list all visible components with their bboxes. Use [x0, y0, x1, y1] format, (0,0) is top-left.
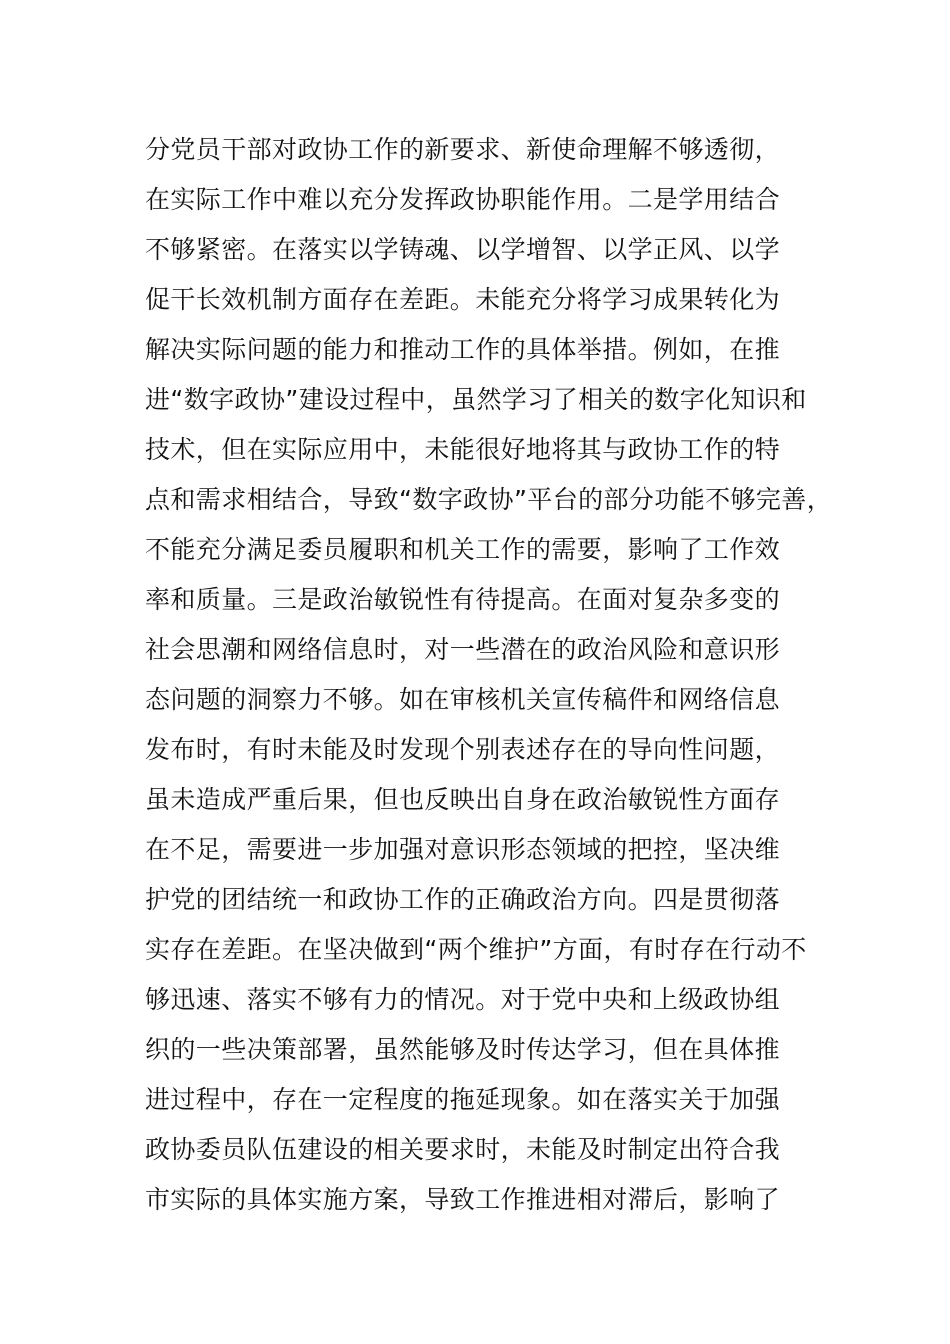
text-line: 护党的团结统一和政协工作的正确政治方向。四是贯彻落: [145, 885, 781, 914]
text-line: 促干长效机制方面存在差距。未能充分将学习成果转化为: [145, 285, 781, 314]
text-line: 解决实际问题的能力和推动工作的具体举措。例如，在推: [145, 335, 781, 364]
text-line: 实存在差距。在坚决做到“两个维护”方面，有时存在行动不: [145, 935, 807, 964]
text-line: 进过程中，存在一定程度的拖延现象。如在落实关于加强: [145, 1085, 781, 1114]
text-line: 技术，但在实际应用中，未能很好地将其与政协工作的特: [145, 435, 781, 464]
text-line: 社会思潮和网络信息时，对一些潜在的政治风险和意识形: [145, 635, 781, 664]
text-line: 发布时，有时未能及时发现个别表述存在的导向性问题，: [145, 735, 781, 764]
text-line: 市实际的具体实施方案，导致工作推进相对滞后，影响了: [145, 1185, 781, 1214]
body-paragraph: [145, 125, 845, 1225]
text-line: 点和需求相结合，导致“数字政协”平台的部分功能不够完善，: [145, 485, 833, 514]
text-line: 不够紧密。在落实以学铸魂、以学增智、以学正风、以学: [145, 235, 781, 264]
text-line: 进“数字政协”建设过程中，虽然学习了相关的数字化知识和: [145, 385, 807, 414]
text-line: 不能充分满足委员履职和机关工作的需要，影响了工作效: [145, 535, 781, 564]
text-line: 率和质量。三是政治敏锐性有待提高。在面对复杂多变的: [145, 585, 781, 614]
text-line: 在不足，需要进一步加强对意识形态领域的把控，坚决维: [145, 835, 781, 864]
text-line: 虽未造成严重后果，但也反映出自身在政治敏锐性方面存: [145, 785, 781, 814]
text-line: 政协委员队伍建设的相关要求时，未能及时制定出符合我: [145, 1135, 781, 1164]
text-line: 分党员干部对政协工作的新要求、新使命理解不够透彻，: [145, 135, 781, 164]
text-line: 织的一些决策部署，虽然能够及时传达学习，但在具体推: [145, 1035, 781, 1064]
text-line: 态问题的洞察力不够。如在审核机关宣传稿件和网络信息: [145, 685, 781, 714]
text-line: 在实际工作中难以充分发挥政协职能作用。二是学用结合: [145, 185, 781, 214]
text-line: 够迅速、落实不够有力的情况。对于党中央和上级政协组: [145, 985, 781, 1014]
